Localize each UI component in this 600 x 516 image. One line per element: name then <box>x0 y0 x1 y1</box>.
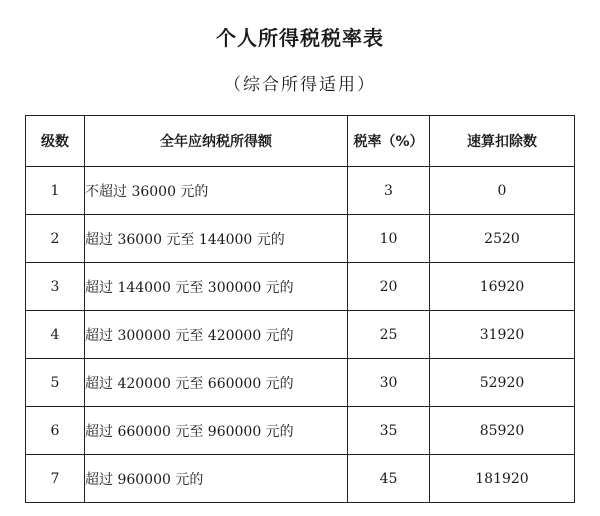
cell-level: 5 <box>26 359 85 407</box>
cell-rate: 35 <box>348 407 430 455</box>
cell-level: 7 <box>26 455 85 503</box>
table-row <box>26 167 575 215</box>
cell-income: 超过 660000 元至 960000 元的 <box>85 407 348 455</box>
cell-level: 1 <box>26 167 85 215</box>
cell-deduction: 0 <box>430 167 575 215</box>
cell-level: 2 <box>26 215 85 263</box>
cell-rate: 3 <box>348 167 430 215</box>
table-row <box>26 311 575 359</box>
cell-level: 4 <box>26 311 85 359</box>
cell-deduction: 16920 <box>430 263 575 311</box>
cell-income: 超过 144000 元至 300000 元的 <box>85 263 348 311</box>
cell-income: 超过 36000 元至 144000 元的 <box>85 215 348 263</box>
table-row <box>26 263 575 311</box>
cell-income: 超过 300000 元至 420000 元的 <box>85 311 348 359</box>
header-deduction: 速算扣除数 <box>430 116 575 167</box>
cell-rate: 25 <box>348 311 430 359</box>
cell-rate: 20 <box>348 263 430 311</box>
cell-rate: 45 <box>348 455 430 503</box>
cell-deduction: 2520 <box>430 215 575 263</box>
cell-rate: 30 <box>348 359 430 407</box>
cell-income: 超过 420000 元至 660000 元的 <box>85 359 348 407</box>
cell-deduction: 52920 <box>430 359 575 407</box>
table-row <box>26 359 575 407</box>
cell-income: 不超过 36000 元的 <box>85 167 348 215</box>
table-row <box>26 407 575 455</box>
cell-deduction: 181920 <box>430 455 575 503</box>
cell-rate: 10 <box>348 215 430 263</box>
cell-level: 3 <box>26 263 85 311</box>
cell-level: 6 <box>26 407 85 455</box>
cell-deduction: 85920 <box>430 407 575 455</box>
table-header-row <box>26 116 575 167</box>
document-subtitle: （综合所得适用） <box>224 75 376 95</box>
header-level: 级数 <box>26 116 85 167</box>
header-rate: 税率（%） <box>348 116 430 167</box>
document-title: 个人所得税税率表 <box>216 26 384 50</box>
cell-income: 超过 960000 元的 <box>85 455 348 503</box>
cell-deduction: 31920 <box>430 311 575 359</box>
table-row <box>26 215 575 263</box>
table-row <box>26 455 575 503</box>
tax-rate-table <box>25 115 575 503</box>
header-income: 全年应纳税所得额 <box>85 116 348 167</box>
